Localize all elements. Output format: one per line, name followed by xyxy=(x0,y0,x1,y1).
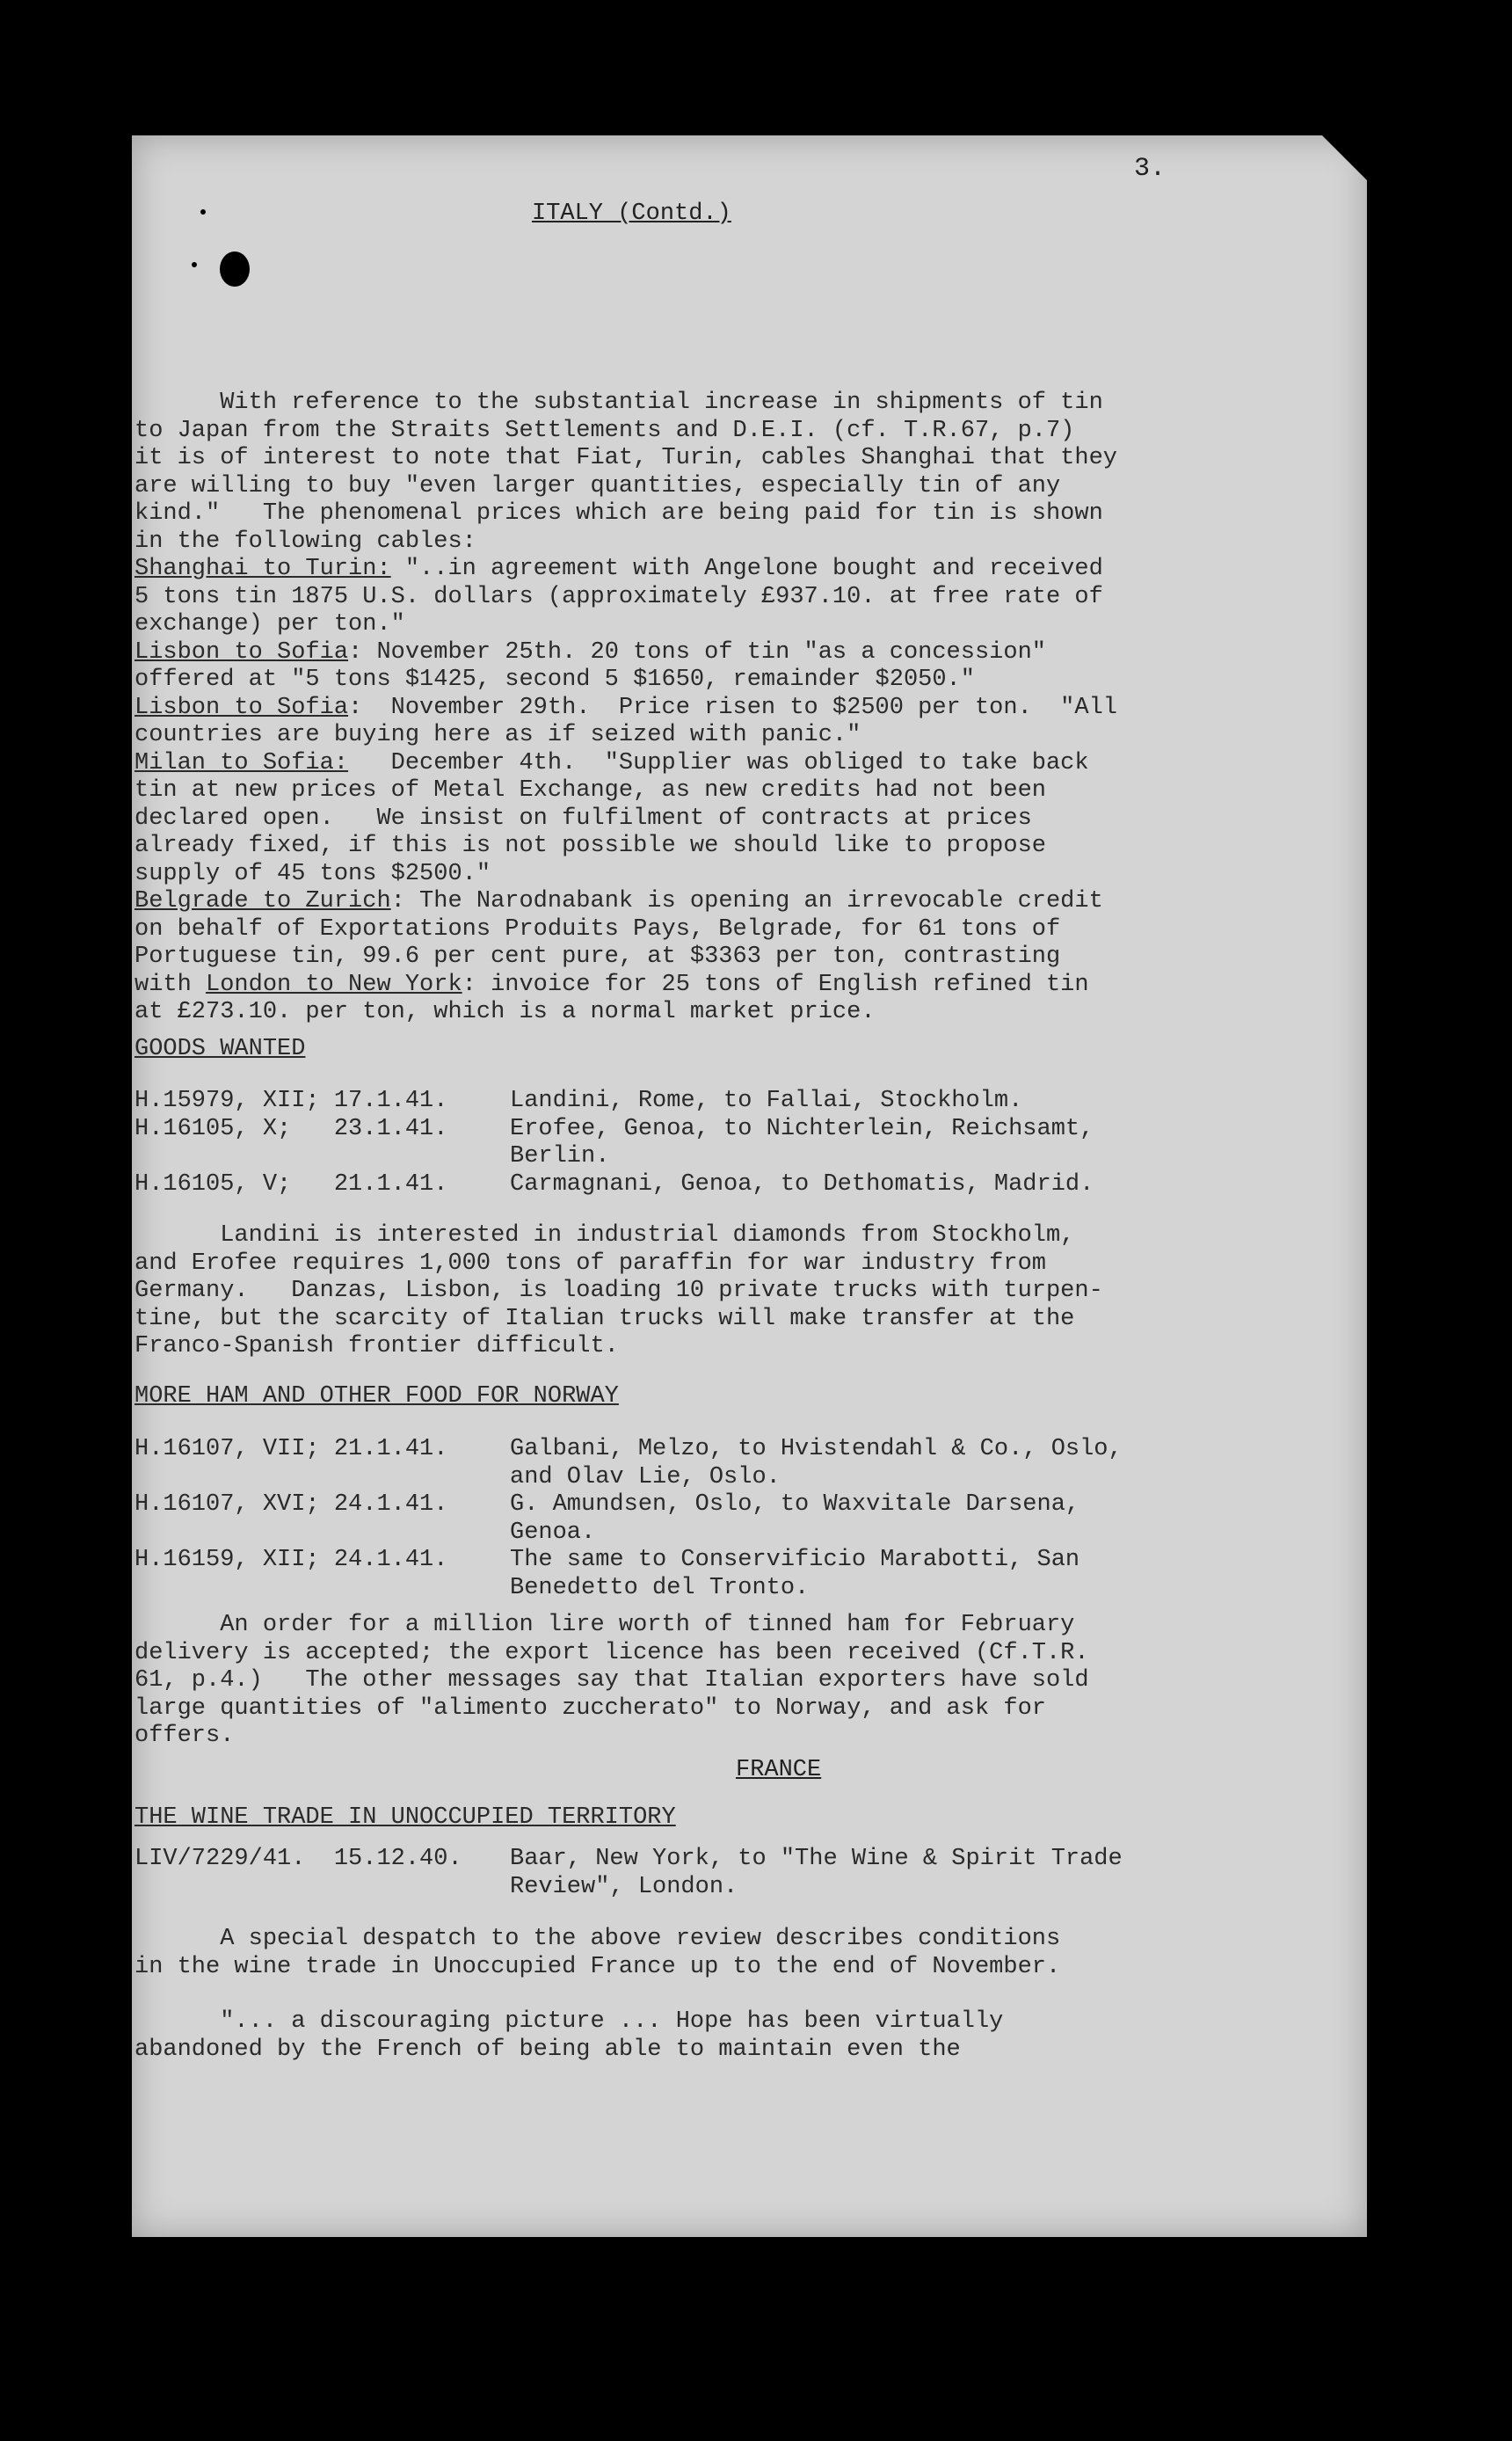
france-paragraph xyxy=(134,1926,1211,1981)
france-quote xyxy=(134,2008,1211,2064)
paragraph-line: are willing to buy "even larger quantities, especially tin of any xyxy=(134,472,1061,499)
ref: H.16105, X; 23.1.41. xyxy=(134,1115,448,1142)
ref-text: Review", London. xyxy=(510,1873,738,1900)
ref-text: The same to Conservificio Marabotti, San xyxy=(510,1547,1080,1573)
cable-text: : The Narodnabank is opening an irrevocable credit xyxy=(390,888,1103,914)
cable-text: December 4th. "Supplier was obliged to take back xyxy=(348,749,1089,776)
cable-line: supply of 45 tons $2500." xyxy=(134,860,491,887)
paragraph-line: to Japan from the Straits Settlements and D.E.I. (cf. T.R.67, p.7) xyxy=(134,417,1075,444)
contrast-line: at £273.10. per ton, which is a normal market price. xyxy=(134,999,876,1025)
cable-line xyxy=(134,750,1211,778)
ref-text: Landini, Rome, to Fallai, Stockholm. xyxy=(510,1088,1023,1114)
cable-line: countries are buying here as if seized with panic." xyxy=(134,722,861,748)
ref: H.16159, XII; 24.1.41. xyxy=(134,1547,448,1573)
paragraph-line: it is of interest to note that Fiat, Turin, cables Shanghai that they xyxy=(134,445,1117,471)
table-row xyxy=(134,1436,1211,1491)
cable-line: offered at "5 tons $1425, second 5 $1650, remainder $2050." xyxy=(134,667,975,693)
contrast-line xyxy=(134,972,1211,1000)
paragraph-line: offers. xyxy=(134,1723,235,1749)
cable-text: : November 29th. Price risen to $2500 per ton. "All xyxy=(348,694,1117,721)
cable-route: Lisbon to Sofia xyxy=(134,694,349,721)
ref-text: Berlin. xyxy=(510,1143,610,1169)
ref-text: Genoa. xyxy=(510,1519,596,1546)
punch-hole xyxy=(220,251,250,287)
paragraph-line: delivery is accepted; the export licence has been received (Cf.T.R. xyxy=(134,1639,1089,1666)
ref: H.16105, V; 21.1.41. xyxy=(134,1170,448,1198)
cable-line: declared open. We insist on fulfilment of contracts at prices xyxy=(134,805,1032,832)
contrast-prefix: with xyxy=(134,971,207,998)
ref-text: Carmagnani, Genoa, to Dethomatis, Madrid. xyxy=(510,1170,1094,1198)
ref-text: and Olav Lie, Oslo. xyxy=(510,1463,781,1490)
paragraph-line: A special despatch to the above review describes conditions xyxy=(134,1926,1061,1952)
norway-table xyxy=(134,1436,1211,1602)
cable-route: Shanghai to Turin: xyxy=(134,556,391,582)
paragraph-line: Franco-Spanish frontier difficult. xyxy=(134,1333,619,1359)
cable-route: Milan to Sofia: xyxy=(134,749,349,776)
cable-route: London to New York xyxy=(206,971,462,998)
speck xyxy=(200,209,206,215)
paragraph-line: kind." The phenomenal prices which are being paid for tin is shown xyxy=(134,500,1103,527)
page-heading: ITALY (Contd.) xyxy=(532,200,731,227)
norway-paragraph xyxy=(134,1612,1211,1751)
cable-line xyxy=(134,888,1211,916)
table-row xyxy=(134,1547,1211,1602)
quote-line: abandoned by the French of being able to maintain even the xyxy=(134,2036,961,2063)
cable-line: 5 tons tin 1875 U.S. dollars (approximately £937.10. at free rate of xyxy=(134,583,1103,610)
cable-text: "..in agreement with Angelone bought and received xyxy=(390,556,1103,582)
paragraph-line: With reference to the substantial increase in shipments of tin xyxy=(134,390,1103,416)
ref: H.16107, XVI; 24.1.41. xyxy=(134,1491,448,1518)
speck xyxy=(192,262,197,267)
ref: H.16107, VII; 21.1.41. xyxy=(134,1436,448,1462)
cable-line: already fixed, if this is not possible we should like to propose xyxy=(134,833,1046,859)
contrast-text: : invoice for 25 tons of English refined tin xyxy=(462,971,1089,998)
goods-wanted-table xyxy=(134,1088,1211,1199)
cable-line xyxy=(134,695,1211,723)
cable-line: tin at new prices of Metal Exchange, as new credits had not been xyxy=(134,777,1046,804)
cable-text: : November 25th. 20 tons of tin "as a concession" xyxy=(348,638,1046,666)
ref-text: Baar, New York, to "The Wine & Spirit Trade xyxy=(510,1846,1123,1872)
ref-text: Benedetto del Tronto. xyxy=(510,1574,810,1601)
paragraph-line: Landini is interested in industrial diamonds from Stockholm, xyxy=(134,1222,1075,1249)
cable-line: on behalf of Exportations Produits Pays, Belgrade, for 61 tons of xyxy=(134,915,1061,943)
paragraph-line: Germany. Danzas, Lisbon, is loading 10 private trucks with turpen- xyxy=(134,1278,1103,1304)
cable-line xyxy=(134,556,1211,584)
quote-line: "... a discouraging picture ... Hope has been virtually xyxy=(134,2008,1004,2035)
paragraph-line: 61, p.4.) The other messages say that Italian exporters have sold xyxy=(134,1667,1089,1694)
cables-block xyxy=(134,556,1211,1027)
goods-wanted-heading: GOODS WANTED xyxy=(134,1036,306,1062)
cable-line: exchange) per ton." xyxy=(134,611,405,638)
cable-route: Lisbon to Sofia xyxy=(134,638,349,666)
cable-line xyxy=(134,639,1211,667)
france-ref-row xyxy=(134,1846,1211,1901)
ref-text: Galbani, Melzo, to Hvistendahl & Co., Oslo, xyxy=(510,1436,1123,1462)
cable-line: Portuguese tin, 99.6 per cent pure, at $3363 per ton, contrasting xyxy=(134,944,1061,970)
goods-wanted-paragraph xyxy=(134,1222,1211,1361)
paragraph-line: tine, but the scarcity of Italian trucks will make transfer at the xyxy=(134,1305,1075,1332)
france-heading: FRANCE xyxy=(736,1757,822,1783)
norway-heading: MORE HAM AND OTHER FOOD FOR NORWAY xyxy=(134,1383,619,1410)
table-row xyxy=(134,1491,1211,1547)
ref: LIV/7229/41. 15.12.40. xyxy=(134,1846,462,1872)
paragraph-line: An order for a million lire worth of tinned ham for February xyxy=(134,1612,1075,1638)
paragraph-line: in the wine trade in Unoccupied France up to the end of November. xyxy=(134,1953,1061,1980)
paragraph-line: and Erofee requires 1,000 tons of paraffin for war industry from xyxy=(134,1250,1046,1277)
france-subheading: THE WINE TRADE IN UNOCCUPIED TERRITORY xyxy=(134,1804,676,1831)
cable-route: Belgrade to Zurich xyxy=(134,888,391,914)
ref-text: Erofee, Genoa, to Nichterlein, Reichsamt, xyxy=(510,1115,1094,1142)
paragraph-line: in the following cables: xyxy=(134,528,476,555)
page-number: 3. xyxy=(1134,154,1167,184)
ref: H.15979, XII; 17.1.41. xyxy=(134,1088,448,1114)
table-row xyxy=(134,1088,1211,1116)
paragraph-line: large quantities of "alimento zuccherato" to Norway, and ask for xyxy=(134,1694,1046,1722)
ref-text: G. Amundsen, Oslo, to Waxvitale Darsena, xyxy=(510,1491,1080,1518)
table-row xyxy=(134,1116,1211,1171)
tin-paragraph xyxy=(134,390,1211,556)
table-row xyxy=(134,1171,1211,1199)
